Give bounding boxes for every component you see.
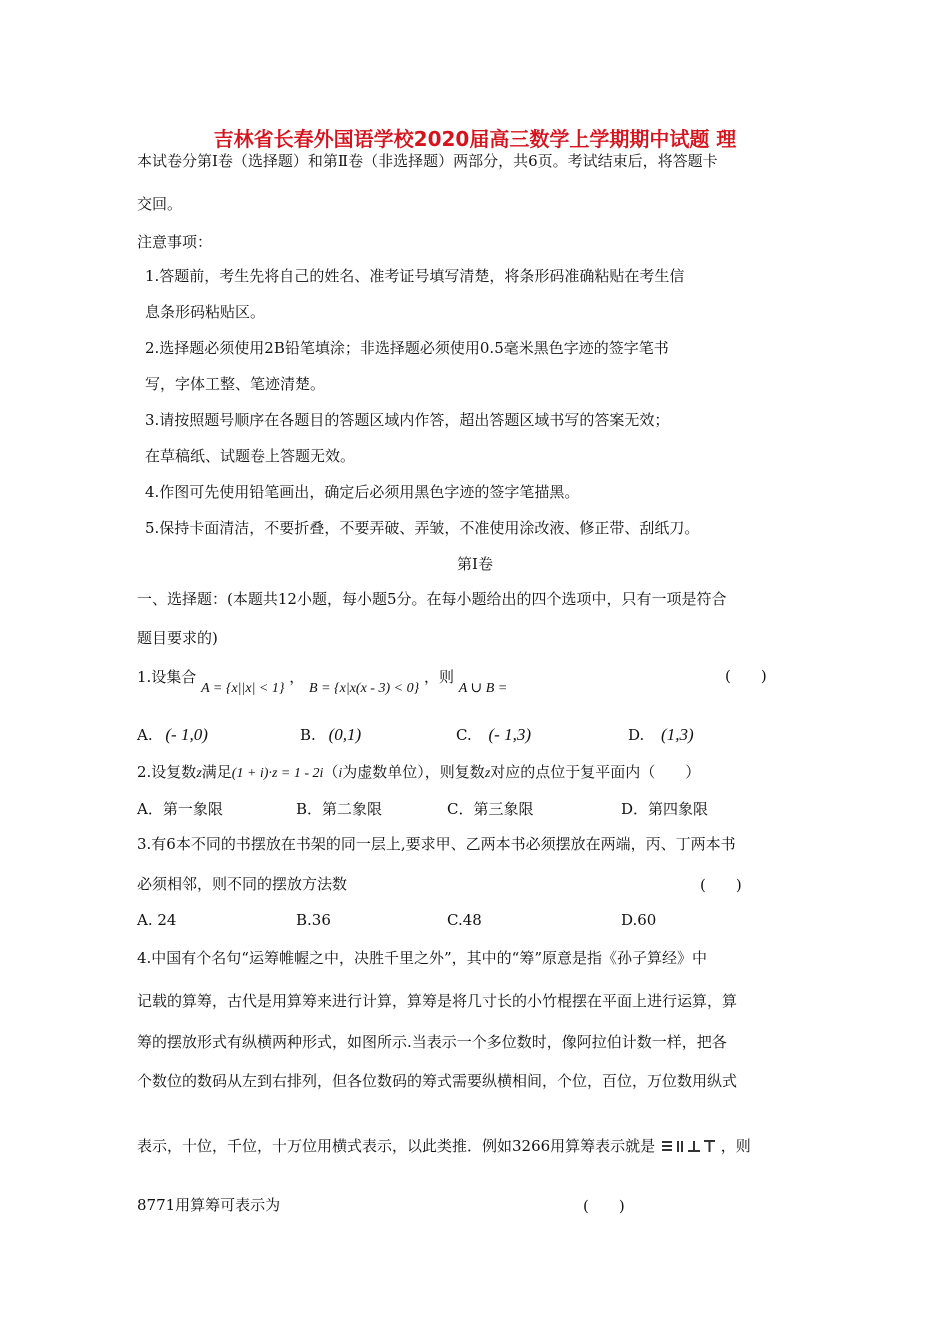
q4-answer-paren: ( ) xyxy=(583,1197,625,1215)
option-label: C. xyxy=(456,726,472,744)
q2-var-z: z xyxy=(196,766,202,781)
q1-option-a xyxy=(137,725,208,745)
page-title: 吉林省长春外国语学校2020届高三数学上学期期中试题 理 xyxy=(213,127,737,151)
q4-line-2: 记载的算筹，古代是用算筹来进行计算，算筹是将几寸长的小竹棍摆在平面上进行运算，算 xyxy=(137,992,738,1010)
q2-var-i: i xyxy=(338,766,343,781)
q2-text: （ xyxy=(323,763,339,781)
option-value: (- 1,3) xyxy=(488,725,531,744)
option-value: (1,3) xyxy=(661,725,694,744)
option-value: (0,1) xyxy=(328,725,362,744)
q4-line-5 xyxy=(137,1136,751,1156)
q4-line-6: 8771用算筹可表示为 xyxy=(137,1196,281,1214)
intro-line-2: 交回。 xyxy=(137,195,183,213)
q1-stem xyxy=(137,667,508,696)
notice-item: 1.答题前，考生先将自己的姓名、准考证号填写清楚，将条形码准确粘贴在考生信 xyxy=(145,267,685,285)
q2-text: 为虚数单位），则复数 xyxy=(342,763,485,781)
q2-stem xyxy=(137,762,700,784)
volume-heading: 第Ⅰ卷 xyxy=(457,555,493,573)
q3-option-d: D.60 xyxy=(621,911,657,929)
notice-item: 在草稿纸、试题卷上答题无效。 xyxy=(145,447,356,465)
q1-answer-paren: ( ) xyxy=(725,667,767,685)
q4-line-5-text: 表示，十位，千位，十万位用横式表示，以此类推．例如3266用算筹表示就是 xyxy=(137,1137,656,1155)
q3-line-1: 3.有6本不同的书摆放在书架的同一层上,要求甲、乙两本书必须摆放在两端，丙、丁两本书 xyxy=(137,835,736,853)
q4-line-3: 筹的摆放形式有纵横两种形式，如图所示.当表示一个多位数时，像阿拉伯计数一样，把各 xyxy=(137,1033,727,1051)
q1-set-b: B = {x|x(x - 3) < 0} xyxy=(309,681,420,696)
q2-option-a: A．第一象限 xyxy=(137,800,223,818)
notice-item: 写，字体工整、笔迹清楚。 xyxy=(145,375,326,393)
q2-text: 2.设复数 xyxy=(137,763,197,781)
option-value: (- 1,0) xyxy=(165,725,208,744)
q2-equation: (1 + i)·z = 1 - 2i xyxy=(231,766,324,781)
intro-line-1: 本试卷分第Ⅰ卷（选择题）和第Ⅱ卷（非选择题）两部分，共6页。考试结束后，将答题卡 xyxy=(137,152,718,170)
q1-union: A ∪ B = xyxy=(458,681,508,696)
q1-option-d xyxy=(628,725,694,745)
notice-item: 2.选择题必须使用2B铅笔填涂；非选择题必须使用0.5毫米黑色字迹的签字笔书 xyxy=(145,339,669,357)
notice-item: 4.作图可先使用铅笔画出，确定后必须用黑色字迹的签字笔描黑。 xyxy=(145,483,580,501)
q3-line-2: 必须相邻，则不同的摆放方法数 xyxy=(137,875,348,893)
section-heading-line-2: 题目要求的) xyxy=(137,629,218,647)
option-label: B. xyxy=(300,726,316,744)
option-label: D. xyxy=(628,726,645,744)
q1-option-c xyxy=(456,725,531,745)
section-heading-line-1: 一、选择题：(本题共12小题，每小题5分。在每小题给出的四个选项中，只有一项是符合 xyxy=(137,590,727,608)
option-label: A. xyxy=(137,726,153,744)
q1-set-a: A = {x||x| < 1} xyxy=(201,681,285,696)
q4-line-4: 个数位的数码从左到右排列，但各位数码的筹式需要纵横相间，个位，百位，万位数用纵式 xyxy=(137,1072,738,1090)
q2-option-d: D．第四象限 xyxy=(621,800,709,818)
notice-item: 息条形码粘贴区。 xyxy=(145,303,266,321)
q2-text: 对应的点位于复平面内（ ） xyxy=(490,763,701,781)
q3-option-a: A. 24 xyxy=(137,911,177,929)
q2-text: 满足 xyxy=(201,763,232,781)
notice-heading: 注意事项： xyxy=(137,233,213,251)
q1-sep2: ，则 xyxy=(423,668,454,686)
q2-option-c: C．第三象限 xyxy=(447,800,534,818)
q4-line-1: 4.中国有个名句“运筹帷幄之中，决胜千里之外”，其中的“筹”原意是指《孙子算经》中 xyxy=(137,949,707,967)
q1-prefix: 1.设集合 xyxy=(137,668,197,686)
q1-sep1: ， xyxy=(289,668,305,686)
q3-answer-paren: ( ) xyxy=(700,876,742,894)
notice-item: 5.保持卡面清洁，不要折叠，不要弄破、弄皱，不准使用涂改液、修正带、刮纸刀。 xyxy=(145,519,700,537)
notice-item: 3.请按照题号顺序在各题目的答题区域内作答，超出答题区域书写的答案无效； xyxy=(145,411,670,429)
q2-var-z: z xyxy=(484,766,491,781)
q3-option-b: B.36 xyxy=(296,911,331,929)
counting-rods-3266-image xyxy=(660,1138,716,1156)
q2-option-b: B．第二象限 xyxy=(296,800,383,818)
q3-option-c: C.48 xyxy=(447,911,482,929)
q1-option-b xyxy=(300,725,361,745)
q4-line-5-tail: ，则 xyxy=(720,1137,751,1155)
